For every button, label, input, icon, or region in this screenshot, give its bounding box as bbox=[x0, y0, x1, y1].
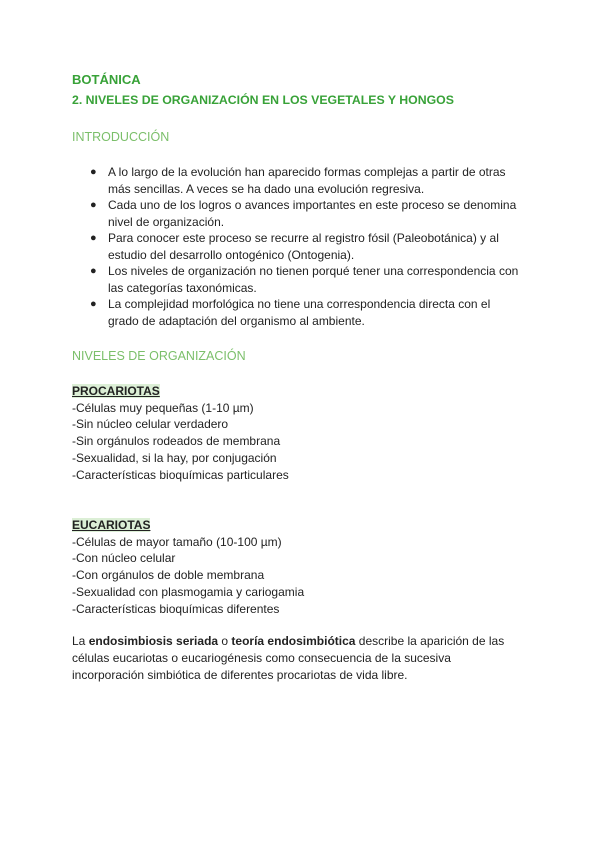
list-item-text: las categorías taxonómicas. bbox=[108, 280, 257, 295]
list-item-text: La complejidad morfológica no tiene una correspondencia directa con el bbox=[108, 297, 491, 311]
prokaryote-trait: -Células muy pequeñas (1-10 µm) bbox=[72, 400, 254, 415]
levels-heading: NIVELES DE ORGANIZACIÓN bbox=[72, 349, 246, 363]
bullet-icon: ● bbox=[90, 265, 97, 277]
eukaryote-trait: -Con núcleo celular bbox=[72, 551, 176, 566]
paragraph-text: o bbox=[218, 634, 232, 648]
bullet-icon: ● bbox=[90, 166, 97, 178]
list-item-text: Cada uno de los logros o avances importantes en este proceso se denomina bbox=[108, 198, 517, 212]
prokaryote-trait: -Características bioquímicas particulares bbox=[72, 467, 289, 482]
list-item bbox=[90, 296, 530, 329]
intro-heading: INTRODUCCIÓN bbox=[72, 130, 170, 144]
eukaryote-trait: -Células de mayor tamaño (10-100 µm) bbox=[72, 534, 282, 549]
prokaryote-trait: -Sin orgánulos rodeados de membrana bbox=[72, 434, 281, 449]
list-item-text: más sencillas. A veces se ha dado una evolución regresiva. bbox=[108, 181, 425, 196]
list-item bbox=[90, 197, 530, 230]
term-serial-endosymbiosis: endosimbiosis seriada bbox=[88, 634, 219, 648]
bullet-icon: ● bbox=[90, 232, 97, 244]
paragraph-text: incorporación simbiótica de diferentes procariotas de vida libre. bbox=[72, 668, 408, 682]
document-subtitle: 2. NIVELES DE ORGANIZACIÓN EN LOS VEGETALES Y HONGOS bbox=[72, 93, 454, 107]
prokaryotes-block bbox=[72, 383, 289, 483]
list-item-text: A lo largo de la evolución han aparecido formas complejas a partir de otras bbox=[108, 165, 506, 179]
list-item-text: estudio del desarrollo ontogénico (Ontogenia). bbox=[108, 247, 355, 262]
list-item-text: Los niveles de organización no tienen porqué tener una correspondencia con bbox=[108, 264, 519, 278]
list-item-text: grado de adaptación del organismo al ambiente. bbox=[108, 313, 365, 328]
eukaryotes-block bbox=[72, 517, 304, 617]
intro-bullet-list bbox=[90, 164, 530, 329]
paragraph-text: describe la aparición de las bbox=[355, 634, 505, 648]
prokaryotes-label: PROCARIOTAS bbox=[72, 384, 160, 398]
bullet-icon: ● bbox=[90, 298, 97, 310]
list-item bbox=[90, 230, 530, 263]
bullet-icon: ● bbox=[90, 199, 97, 211]
eukaryote-trait: -Características bioquímicas diferentes bbox=[72, 601, 280, 616]
eukaryote-trait: -Sexualidad con plasmogamia y cariogamia bbox=[72, 584, 305, 599]
list-item-text: nivel de organización. bbox=[108, 214, 225, 229]
paragraph-text: células eucariotas o eucariogénesis como consecuencia de la sucesiva bbox=[72, 651, 451, 665]
eukaryote-trait: -Con orgánulos de doble membrana bbox=[72, 568, 265, 583]
prokaryote-trait: -Sin núcleo celular verdadero bbox=[72, 417, 229, 432]
term-endosymbiotic-theory: teoría endosimbiótica bbox=[231, 634, 356, 648]
list-item bbox=[90, 263, 530, 296]
eukaryotes-label: EUCARIOTAS bbox=[72, 518, 151, 532]
prokaryote-trait: -Sexualidad, si la hay, por conjugación bbox=[72, 450, 277, 465]
paragraph-text: La bbox=[72, 634, 89, 648]
document-title: BOTÁNICA bbox=[72, 72, 141, 87]
list-item-text: Para conocer este proceso se recurre al registro fósil (Paleobotánica) y al bbox=[108, 231, 499, 245]
list-item bbox=[90, 164, 530, 197]
endosymbiosis-paragraph bbox=[72, 633, 532, 684]
